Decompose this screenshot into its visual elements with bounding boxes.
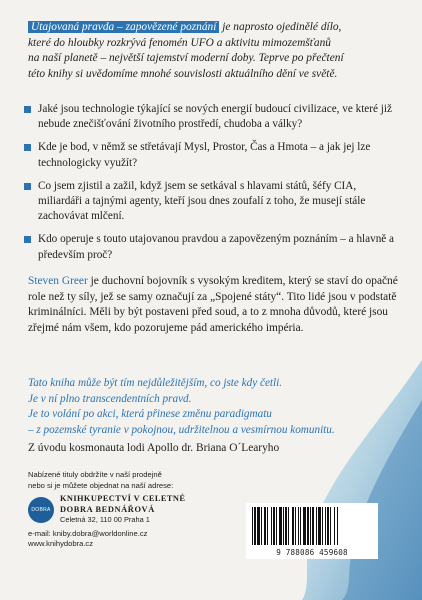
intro-line: této knihy si uvědomíme mnohé souvislosti aktuálního dění ve světě. bbox=[28, 67, 338, 80]
quote-line: – z pozemské tyranie v pokojnou, udržitelnou a vesmírnou komunitu. bbox=[28, 423, 335, 436]
question-text: Kde je bod, v němž se střetávají Mysl, Prostor, Čas a Hmota – a jak jej lze technologicky využít? bbox=[38, 141, 371, 169]
intro-line: na naší planetě – největší tajemství moderní doby. Teprve po přečtení bbox=[28, 52, 344, 65]
barcode-bar bbox=[330, 507, 331, 545]
barcode-bar bbox=[298, 507, 299, 545]
barcode-bar bbox=[254, 507, 256, 545]
barcode-bar bbox=[276, 507, 277, 545]
blue-wave-decoration bbox=[272, 360, 422, 600]
barcode-bar bbox=[267, 507, 268, 545]
barcode-bar bbox=[312, 507, 314, 545]
question-list bbox=[22, 102, 400, 271]
barcode-bar bbox=[292, 507, 294, 545]
barcode-bar bbox=[318, 507, 321, 545]
square-bullet-icon bbox=[24, 236, 31, 243]
advert-lead-line: nebo si je můžete objednat na naší adrese: bbox=[28, 480, 174, 490]
question-item bbox=[22, 232, 400, 262]
author-name: Steven Greer bbox=[28, 275, 88, 287]
barcode-bar bbox=[303, 507, 306, 545]
bookshop-advert bbox=[28, 470, 238, 550]
bookshop-block bbox=[28, 494, 238, 526]
barcode-bars bbox=[250, 507, 374, 547]
barcode-digits: 9 788086 459608 bbox=[276, 548, 348, 557]
barcode-bar bbox=[310, 507, 311, 545]
barcode-bar bbox=[261, 507, 262, 545]
square-bullet-icon bbox=[24, 144, 31, 151]
barcode-bar bbox=[327, 507, 329, 545]
isbn-barcode bbox=[246, 503, 378, 559]
question-item bbox=[22, 140, 400, 170]
quote-line: Je to volání po akci, která přinese změnu paradigmatu bbox=[28, 408, 272, 421]
barcode-bar bbox=[295, 507, 296, 545]
website-line: www.knihydobra.cz bbox=[28, 539, 93, 548]
bookshop-subtitle: DOBRA BEDNÁŘOVÁ bbox=[60, 504, 155, 514]
intro-line: které do hloubky rozkrývá fenomén UFO a aktivitu mimozemšťanů bbox=[28, 36, 331, 49]
author-paragraph bbox=[28, 274, 398, 336]
question-text: Kdo operuje s touto utajovanou pravdou a zapovězeným poznáním – a hlavně a především proč? bbox=[38, 233, 395, 261]
barcode-bar bbox=[257, 507, 260, 545]
barcode-bar bbox=[337, 507, 338, 545]
quote-line: Je v ní plno transcendentních pravd. bbox=[28, 392, 192, 405]
bookshop-title: KNIHKUPECTVÍ V CELETNÉ bbox=[60, 494, 186, 503]
square-bullet-icon bbox=[24, 106, 31, 113]
preface-attribution: Z úvodu kosmonauta lodi Apollo dr. Briana O´Learyho bbox=[28, 442, 280, 454]
dobra-logo-icon: DOBRA bbox=[28, 497, 54, 523]
question-text: Jaké jsou technologie týkající se nových energií budoucí civilizace, ve které již nebude znečišťování životního prostředí, chudoba a války? bbox=[38, 103, 392, 131]
barcode-bar bbox=[322, 507, 323, 545]
question-text: Co jsem zjistil a zažil, když jsem se setkával s hlavami států, šéfy CIA, miliardáři a tajnými agenty, kteří jsou dnes zoufalí z toho, že musejí stále zachovávat mlčení. bbox=[38, 179, 366, 223]
question-item bbox=[22, 179, 400, 225]
barcode-bar bbox=[307, 507, 309, 545]
barcode-bar bbox=[252, 507, 253, 545]
barcode-bar bbox=[300, 507, 301, 545]
barcode-bar bbox=[285, 507, 287, 545]
advert-lead-line: Nabízené tituly obdržíte v naší prodejně bbox=[28, 470, 162, 479]
barcode-bar bbox=[325, 507, 326, 545]
intro-paragraph bbox=[28, 20, 398, 82]
barcode-bar bbox=[271, 507, 272, 545]
barcode-bar bbox=[264, 507, 266, 545]
intro-title-highlight: Utajovaná pravda – zapovězené poznání bbox=[28, 21, 219, 33]
quote-line: Tato kniha může být tím nejdůležitějším, co jste kdy četli. bbox=[28, 377, 283, 389]
barcode-bar bbox=[273, 507, 275, 545]
author-description: je duchovní bojovník s vysokým kreditem, který se staví do opačné role než ty síly, jež se samy označují za „Spojené státy“. Tito lidé jsou v podstatě kriminálníci. Měli by být postaveni před soud, a to z mnoha důvodů, které jsou zřejmé nám všem, kdo pozorujeme pád amerického impéria. bbox=[28, 275, 398, 334]
barcode-bar bbox=[334, 507, 335, 545]
intro-line: je naprosto ojedinělé dílo, bbox=[219, 21, 342, 33]
barcode-bar bbox=[288, 507, 289, 545]
question-item bbox=[22, 102, 400, 132]
bookshop-address: Celetná 32, 110 00 Praha 1 bbox=[60, 515, 150, 524]
square-bullet-icon bbox=[24, 183, 31, 190]
barcode-bar bbox=[279, 507, 282, 545]
email-line: e-mail: kniby.dobra@worldonline.cz bbox=[28, 528, 148, 538]
contact-info bbox=[28, 529, 238, 550]
barcode-bar bbox=[283, 507, 284, 545]
barcode-bar bbox=[316, 507, 317, 545]
